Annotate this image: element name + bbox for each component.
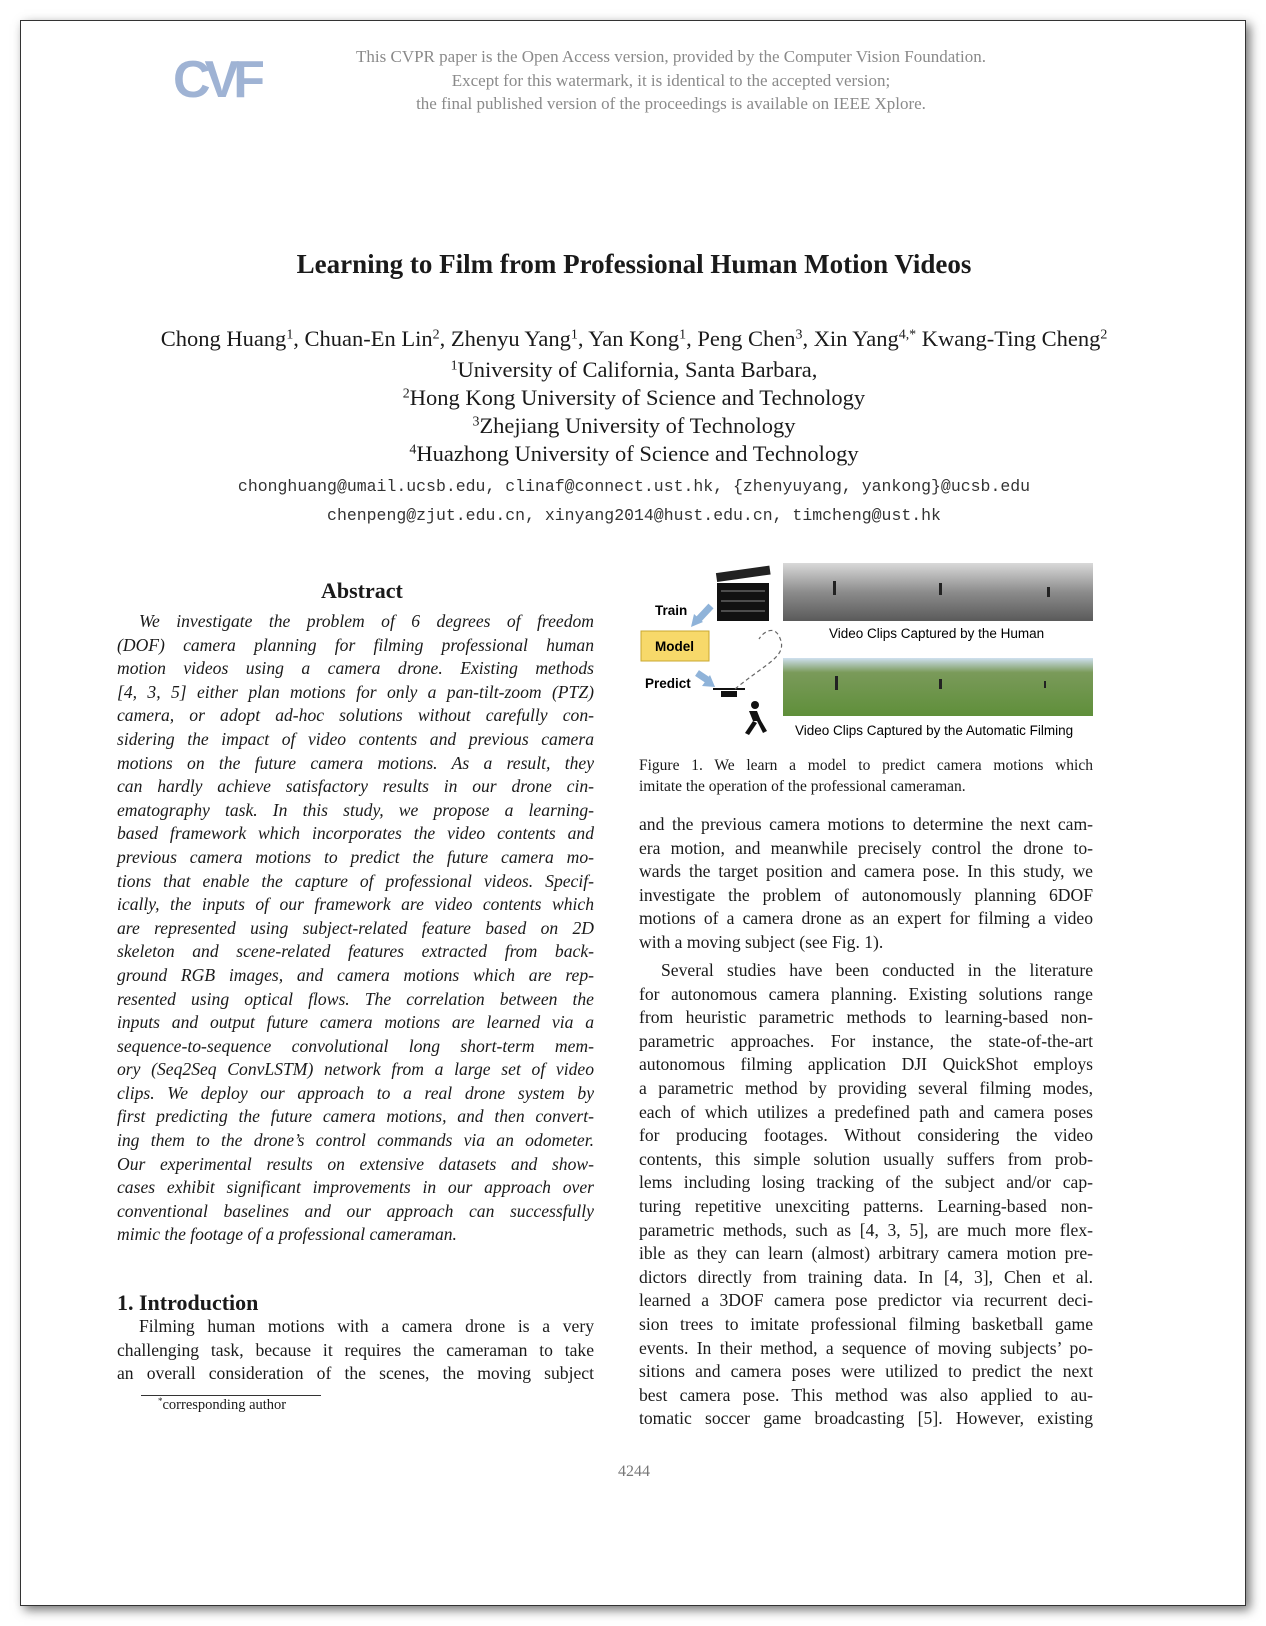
train-label: Train xyxy=(655,603,688,618)
text-line: sion trees to imitate professional filming basketball game xyxy=(639,1313,1093,1334)
caption-line: imitate the operation of the professional cameraman. xyxy=(639,778,966,795)
text-line: mimic the footage of a professional cameraman. xyxy=(117,1224,457,1245)
text-line: based framework which incorporates the video contents and xyxy=(117,823,594,844)
text-line: dictors directly from training data. In [4, 3], Chen et al. xyxy=(639,1266,1093,1287)
text-line: ing them to the drone’s control commands via an odometer. xyxy=(117,1130,594,1151)
text-line: lems including losing tracking of the subject and/or cap- xyxy=(639,1172,1093,1193)
author: Zhenyu Yang$^1$ xyxy=(450,326,578,351)
paper-title: Learning to Film from Professional Human Motion Videos xyxy=(296,249,972,279)
text-line: best camera pose. This method was also applied to au- xyxy=(639,1384,1093,1405)
auto-caption: Video Clips Captured by the Automatic Filming xyxy=(795,723,1074,738)
text-line: events. In their method, a sequence of moving subjects’ po- xyxy=(639,1337,1093,1358)
text-line: sitions and camera poses were utilized to predict the next xyxy=(639,1361,1093,1382)
auto-clip-frame xyxy=(991,658,1093,716)
intro-heading: 1. Introduction xyxy=(117,1290,259,1315)
text-line: previous camera motions to predict the future camera mo- xyxy=(117,846,594,867)
text-line: challenging task, because it requires the cameraman to take xyxy=(117,1339,594,1360)
model-label: Model xyxy=(655,639,694,654)
author: Xin Yang$^{4,*}$ xyxy=(813,326,917,351)
drone-icon xyxy=(713,689,745,697)
page-number: 4244 xyxy=(618,1463,650,1480)
right-paragraph-2 xyxy=(639,959,1093,1431)
text-line: learned a 3DOF camera pose predictor via recurrent deci- xyxy=(639,1290,1093,1311)
text-line: tomatic soccer game broadcasting [5]. However, existing xyxy=(639,1408,1093,1429)
text-line: era motion, and meanwhile precisely control the drone to- xyxy=(639,837,1093,858)
text-line: each of which utilizes a predefined path and camera poses xyxy=(639,1101,1093,1122)
text-line: ground RGB images, and camera motions which are rep- xyxy=(117,964,594,985)
text-line: an overall consideration of the scenes, the moving subject xyxy=(117,1363,594,1384)
text-line: [4, 3, 5] either plan motions for only a pan-tilt-zoom (PTZ) xyxy=(117,681,594,702)
cvf-logo xyxy=(173,47,263,109)
author-list: Chong Huang$^1$, Chuan-En Lin$^2$, Zhenyu Yang$^1$, Yan Kong$^1$, Peng Chen$^3$, Xin Yang$^{4,*}$ Kwang-Ting Cheng$^2$ xyxy=(160,326,1108,351)
footnote-rule xyxy=(141,1395,321,1396)
runner-icon xyxy=(745,701,767,735)
text-line: can hardly achieve satisfactory results in our drone cin- xyxy=(117,776,594,797)
text-line: ematography task. In this study, we propose a learning- xyxy=(117,799,594,820)
text-line: cases exhibit significant improvements in our approach over xyxy=(117,1177,594,1198)
flight-path xyxy=(735,630,782,689)
watermark-line: Except for this watermark, it is identical to the accepted version; xyxy=(451,70,891,90)
text-line: ory (Seq2Seq ConvLSTM) network from a large set of video xyxy=(117,1059,594,1080)
text-line: turing repetitive unexciting patterns. Learning-based non- xyxy=(639,1195,1093,1216)
text-line: clips. We deploy our approach to a real drone system by xyxy=(117,1082,594,1103)
cvf-logo-text: CVF xyxy=(173,51,259,109)
author: Yan Kong$^1$ xyxy=(588,326,687,351)
abstract-body xyxy=(117,610,594,1247)
figure-caption xyxy=(639,755,1093,797)
caption-line: Figure 1. We learn a model to predict camera motions which xyxy=(639,757,1093,774)
text-line: from heuristic parametric methods to learning-based non- xyxy=(639,1007,1093,1028)
text-line: for producing footages. Without considering the video xyxy=(639,1125,1093,1146)
text-line: ically, the inputs of our framework are video contents which xyxy=(117,894,594,915)
figure-1 xyxy=(639,561,1095,741)
text-line: investigate the problem of autonomously planning 6DOF xyxy=(639,884,1093,905)
predict-label: Predict xyxy=(645,676,691,691)
text-line: conventional baselines and our approach can successfully xyxy=(117,1200,594,1221)
watermark-line: the final published version of the proceedings is available on IEEE Xplore. xyxy=(416,94,926,113)
right-paragraph-1 xyxy=(639,813,1093,955)
human-clip-frame xyxy=(991,563,1093,621)
text-line: ible as they can learn (almost) arbitrary camera motion pre- xyxy=(639,1243,1093,1264)
text-line: inputs and output future camera motions are learned via a xyxy=(117,1012,594,1033)
footnote: *corresponding author xyxy=(158,1396,287,1413)
watermark-line: This CVPR paper is the Open Access version, provided by the Computer Vision Foundation. xyxy=(356,47,986,66)
text-line: motions on the future camera motions. As a result, they xyxy=(117,752,594,773)
affiliation: $^4$Huazhong University of Science and Technology xyxy=(409,441,859,466)
text-line: autonomous filming application DJI QuickShot employs xyxy=(639,1054,1093,1075)
text-line: sequence-to-sequence convolutional long short-term mem- xyxy=(117,1035,594,1056)
affiliation: $^2$Hong Kong University of Science and Technology xyxy=(402,385,866,410)
text-line: are represented using subject-related feature based on 2D xyxy=(117,917,594,938)
author: Peng Chen$^3$ xyxy=(697,326,803,351)
affiliation: $^1$University of California, Santa Barbara, xyxy=(450,357,818,382)
text-line: parametric methods, such as [4, 3, 5], are much more flex- xyxy=(639,1219,1093,1240)
text-line: parametric approaches. For instance, the state-of-the-art xyxy=(639,1030,1093,1051)
text-line: Filming human motions with a camera drone is a very xyxy=(139,1316,594,1336)
author: Chuan-En Lin$^2$ xyxy=(304,326,440,351)
text-line: tions that enable the capture of professional videos. Specif- xyxy=(117,870,594,891)
human-caption: Video Clips Captured by the Human xyxy=(829,626,1045,641)
author: Kwang-Ting Cheng$^2$ xyxy=(921,326,1108,351)
author: Chong Huang$^1$ xyxy=(160,326,294,351)
abstract-heading: Abstract xyxy=(321,578,403,603)
text-line: for autonomous camera planning. Existing solutions range xyxy=(639,983,1093,1004)
text-line: skeleton and scene-related features extracted from back- xyxy=(117,941,594,962)
text-line: first predicting the future camera motions, and then convert- xyxy=(117,1106,594,1127)
email-line: chenpeng@zjut.edu.cn, xinyang2014@hust.edu.cn, timcheng@ust.hk xyxy=(327,505,941,525)
author-emails xyxy=(21,473,1247,530)
text-line: We investigate the problem of 6 degrees of freedom xyxy=(139,611,594,631)
text-line: camera, or adopt ad-hoc solutions without carefully con- xyxy=(117,705,594,726)
text-line: motion videos using a camera drone. Existing methods xyxy=(117,658,594,679)
text-line: with a moving subject (see Fig. 1). xyxy=(639,931,884,952)
text-line: motions of a camera drone as an expert for filming a video xyxy=(639,908,1093,929)
text-line: Our experimental results on extensive datasets and show- xyxy=(117,1153,594,1174)
text-line: a parametric method by providing several filming modes, xyxy=(639,1077,1093,1098)
clapperboard-icon xyxy=(716,566,771,621)
affiliation: $^3$Zhejiang University of Technology xyxy=(472,413,796,438)
text-line: contents, this simple solution usually suffers from prob- xyxy=(639,1148,1093,1169)
watermark xyxy=(311,45,1031,116)
affiliations xyxy=(21,356,1247,468)
paper-page xyxy=(20,20,1246,1606)
text-line: (DOF) camera planning for filming professional human xyxy=(117,634,594,655)
text-line: and the previous camera motions to determine the next cam- xyxy=(639,814,1093,834)
intro-body xyxy=(117,1315,594,1386)
email-line: chonghuang@umail.ucsb.edu, clinaf@connect.ust.hk, {zhenyuyang, yankong}@ucsb.edu xyxy=(237,477,1031,496)
text-line: resented using optical flows. The correlation between the xyxy=(117,988,594,1009)
text-line: sidering the impact of video contents and previous camera xyxy=(117,728,594,749)
text-line: Several studies have been conducted in the literature xyxy=(661,960,1093,980)
text-line: wards the target position and camera pose. In this study, we xyxy=(639,861,1093,882)
